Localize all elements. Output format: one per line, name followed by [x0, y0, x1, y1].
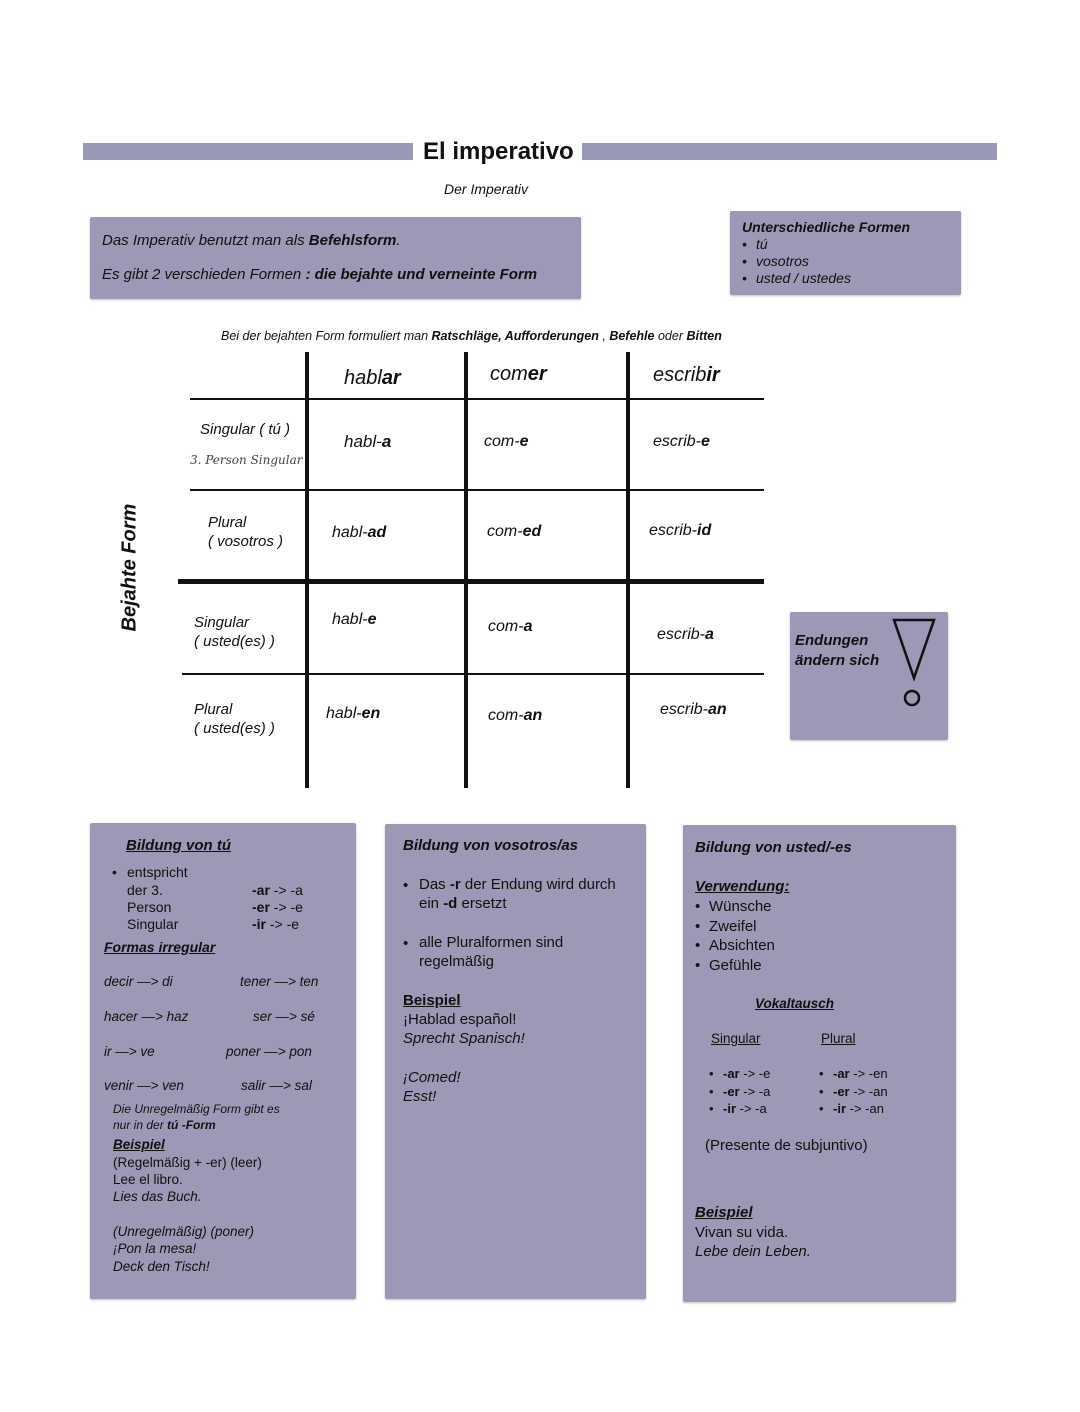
- table-caption: Bei der bejahten Form formuliert man Ratschläge, Aufforderungen , Befehle oder Bitten: [221, 329, 722, 343]
- tu-bullet-dot: •: [112, 864, 117, 880]
- usted-example-line: Vivan su vida.: [695, 1224, 789, 1241]
- vos-example-line: Sprecht Spanisch!: [403, 1030, 525, 1047]
- plural-item: • -ir -> -an: [817, 1100, 888, 1118]
- usted-use-item: • Zweifel: [693, 917, 775, 937]
- singular-item: • -ir -> -a: [707, 1100, 770, 1118]
- forms-box-title: Unterschiedliche Formen: [742, 219, 911, 235]
- tu-box-title: Bildung von tú: [126, 837, 231, 854]
- cell-hable: habl-e: [332, 611, 377, 628]
- header-comer: comer: [490, 363, 547, 385]
- table-vline-3: [626, 352, 630, 788]
- cell-escribe: escrib-e: [653, 433, 710, 450]
- header-hablar: hablar: [344, 367, 401, 389]
- usted-box-title: Bildung von usted/-es: [695, 839, 852, 856]
- irregular-right: tener —> ten: [240, 974, 319, 989]
- cell-escriba: escrib-a: [657, 626, 714, 643]
- usted-use-item: • Wünsche: [693, 897, 775, 917]
- tu-example-line: Lies das Buch.: [113, 1189, 202, 1204]
- intro-line-2: Es gibt 2 verschieden Formen : die bejahte und verneinte Form: [102, 266, 538, 283]
- row-label: Plural: [208, 514, 247, 531]
- intro-box: [90, 217, 581, 299]
- vosotros-box-title: Bildung von vosotros/as: [403, 837, 579, 854]
- vos-example-line: ¡Comed!: [403, 1069, 461, 1086]
- singular-item: • -er -> -a: [707, 1083, 770, 1101]
- forms-item: • usted / ustedes: [740, 270, 851, 287]
- cell-escriban: escrib-an: [660, 701, 727, 718]
- vos-bullet-2b: regelmäßig: [419, 953, 495, 970]
- tu-example-line: Lee el libro.: [113, 1172, 183, 1187]
- irregular-right: ser —> sé: [253, 1009, 315, 1024]
- vokal-title: Vokaltausch: [755, 996, 835, 1011]
- usted-example-title: Beispiel: [695, 1204, 753, 1221]
- table-vline-2: [464, 352, 468, 788]
- forms-item: • tú: [740, 236, 851, 253]
- irregular-left: ir —> ve: [104, 1044, 155, 1059]
- cell-comed: com-ed: [487, 523, 542, 540]
- subjuntivo-note: (Presente de subjuntivo): [705, 1137, 868, 1154]
- row-label: Singular ( tú ): [200, 421, 291, 438]
- irregular-right: salir —> sal: [241, 1078, 312, 1093]
- side-label: Bejahte Form: [118, 503, 141, 632]
- usted-use-item: • Gefühle: [693, 956, 775, 976]
- vos-example-line: ¡Hablad español!: [403, 1011, 517, 1028]
- singular-item: • -ar -> -e: [707, 1065, 770, 1083]
- page-title: El imperativo: [423, 138, 574, 165]
- page-subtitle: Der Imperativ: [444, 181, 529, 197]
- tu-note: nur in der tú -Form: [113, 1118, 216, 1132]
- warning-box: [790, 612, 948, 740]
- cell-coman: com-an: [488, 707, 543, 724]
- row-label: Singular: [194, 614, 250, 631]
- tu-box: [90, 823, 356, 1299]
- usted-box: [683, 825, 956, 1302]
- tu-bullet-line: entspricht: [127, 864, 188, 880]
- tu-example-title: Beispiel: [113, 1137, 165, 1152]
- title-bar-left: [83, 143, 413, 160]
- table-hline-3: [182, 673, 764, 675]
- tu-note: Die Unregelmäßig Form gibt es: [113, 1102, 280, 1116]
- singular-list: [707, 1065, 770, 1118]
- cell-come: com-e: [484, 433, 529, 450]
- table-hline-1: [190, 398, 764, 400]
- irregular-left: decir —> di: [104, 974, 173, 989]
- singular-label: Singular: [711, 1031, 761, 1046]
- cell-hablen: habl-en: [326, 705, 381, 722]
- cell-habla: habl-a: [344, 432, 392, 451]
- irregular-left: hacer —> haz: [104, 1009, 189, 1024]
- exclamation-icon: [890, 616, 940, 711]
- table-vline-1: [305, 352, 309, 788]
- row-label-sub: ( usted(es) ): [194, 720, 275, 737]
- warning-line-1: Endungen: [795, 632, 869, 649]
- plural-list: [817, 1065, 888, 1118]
- vosotros-box: [385, 824, 646, 1299]
- tu-bullet-line: der 3.: [127, 882, 163, 898]
- tu-rule: -ar -> -a: [252, 882, 303, 898]
- tu-example-line: ¡Pon la mesa!: [113, 1241, 197, 1256]
- cell-coma: com-a: [488, 618, 533, 635]
- plural-item: • -er -> -an: [817, 1083, 888, 1101]
- usted-use-item: • Absichten: [693, 936, 775, 956]
- irregular-left: venir —> ven: [104, 1078, 184, 1093]
- tu-example-line: Deck den Tisch!: [113, 1259, 210, 1274]
- vos-bullet-dot: •: [403, 877, 409, 894]
- row-label: Plural: [194, 701, 233, 718]
- tu-example-line: (Regelmäßig + -er) (leer): [113, 1155, 262, 1170]
- table-hline-2: [190, 489, 764, 491]
- tu-example-line: (Unregelmäßig) (poner): [113, 1224, 255, 1239]
- vos-bullet-dot: •: [403, 935, 409, 952]
- forms-box: [730, 211, 961, 295]
- vos-bullet-1a: Das -r der Endung wird durch: [419, 876, 616, 893]
- vos-example-line: Esst!: [403, 1088, 437, 1105]
- cell-hablad: habl-ad: [332, 524, 387, 541]
- plural-item: • -ar -> -en: [817, 1065, 888, 1083]
- tu-rule: -er -> -e: [252, 899, 303, 915]
- irregular-right: poner —> pon: [226, 1044, 312, 1059]
- plural-label: Plural: [821, 1031, 856, 1046]
- row-label-sub: ( usted(es) ): [194, 633, 275, 650]
- header-escribir: escribir: [653, 364, 720, 386]
- irregular-title: Formas irregular: [104, 939, 216, 955]
- intro-line-1: Das Imperativ benutzt man als Befehlsform.: [102, 232, 401, 249]
- forms-list: [740, 236, 851, 287]
- tu-bullet-line: Singular: [127, 916, 179, 932]
- warning-line-2: ändern sich: [795, 652, 880, 669]
- tu-rule: -ir -> -e: [252, 916, 300, 932]
- row-label-sub: ( vosotros ): [208, 533, 284, 550]
- table-hline-mid: [178, 579, 764, 584]
- vos-example-title: Beispiel: [403, 992, 461, 1009]
- vos-bullet-1b: ein -d ersetzt: [419, 895, 507, 912]
- usted-example-line: Lebe dein Leben.: [695, 1243, 811, 1260]
- vos-bullet-2a: alle Pluralformen sind: [419, 934, 564, 951]
- usted-use-title: Verwendung:: [695, 878, 790, 895]
- row-note-handwritten: 3. Person Singular: [190, 453, 303, 467]
- cell-escribid: escrib-id: [649, 522, 712, 539]
- title-bar-right: [582, 143, 997, 160]
- tu-bullet-line: Person: [127, 899, 172, 915]
- forms-item: • vosotros: [740, 253, 851, 270]
- usted-use-list: [693, 897, 775, 975]
